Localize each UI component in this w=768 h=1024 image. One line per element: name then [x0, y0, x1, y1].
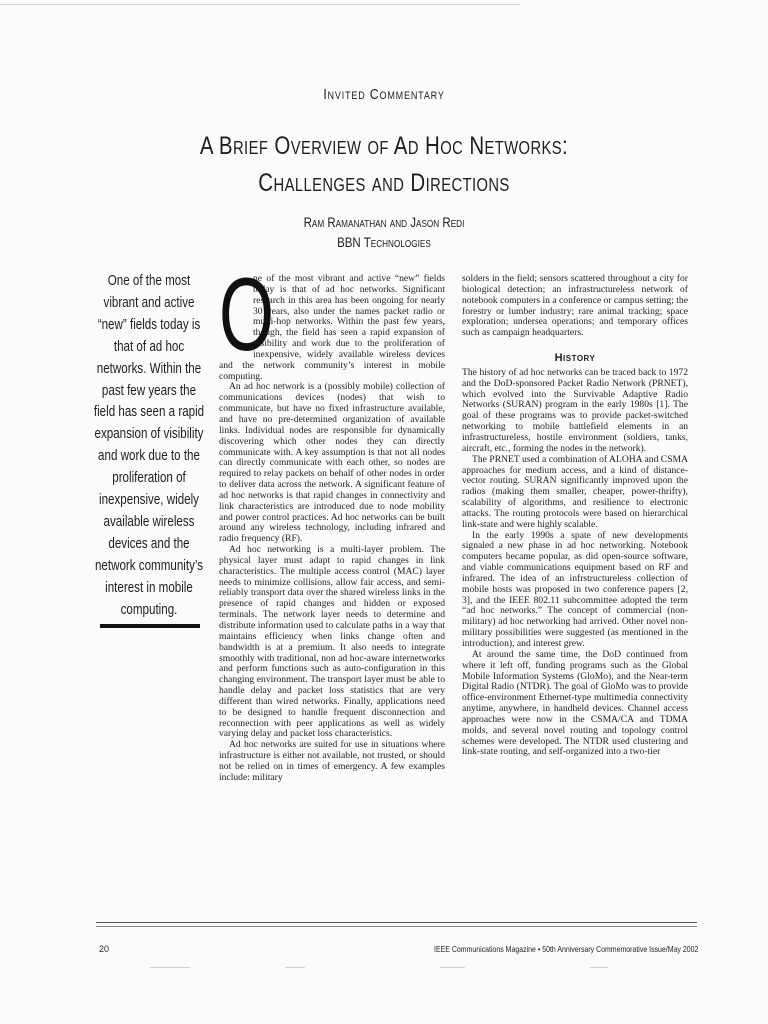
paragraph: The PRNET used a combination of ALOHA and CSMA approaches for medium access, and a kind of distance-vector routing. SURAN significantly improved upon the radios (making them smaller, cheaper, power-thrifty), scalability of algorithms, and resilience to electronic attacks. The routing protocols were based on hierarchical link-state and were highly scalable.	[462, 453, 688, 530]
footer-rule-top	[96, 922, 697, 923]
paragraph-text: ne of the most vibrant and active “new” fields today is that of ad hoc networks. Significant research in this area has been ongoing for nearly 30 years, also under the names packet radio or multi-hop networks. Within the past few years, though, the field has seen a rapid expansion of visibility and work due to the proliferation of inexpensive, widely available wireless devices and the network community’s interest in mobile computing.	[219, 273, 445, 382]
pull-quote-rule	[100, 624, 200, 628]
scan-artifact	[590, 967, 608, 968]
paragraph	[219, 257, 445, 382]
title-line-1: A Brief Overview of Ad Hoc Networks:	[199, 132, 569, 160]
paragraph: An ad hoc network is a (possibly mobile) collection of communications devices (nodes) that wish to communicate, but have no fixed infrastructure available, and have no pre-determined organization of available links. Individual nodes are responsible for dynamically discovering which other nodes they can directly communicate with. A key assumption is that not all nodes can directly communicate with each other, so nodes are required to relay packets on behalf of other nodes in order to deliver data across the network. A significant feature of ad hoc networks is that rapid changes in connectivity and link characteristics are introduced due to node mobility and power control practices. Ad hoc networks can be built around any wireless technology, including infrared and radio frequency (RF).	[219, 381, 445, 545]
article-title	[69, 128, 699, 202]
scan-artifact	[150, 967, 190, 968]
paragraph: In the early 1990s a spate of new developments signaled a new phase in ad hoc networking. Notebook computers became popular, as did open-source software, and viable communications equipment based on RF and infrared. The idea of an infrstructureless collection of mobile hosts was proposed in two conference papers [2, 3], and the IEEE 802.11 subcommittee adopted the term “ad hoc networks.” The concept of commercial (non-military) ad hoc networking had arrived. Other novel non-military possibilities were suggested (as mentioned in the introduction), and interest grew.	[462, 529, 688, 649]
author-block	[69, 212, 699, 252]
page-number: 20	[99, 944, 110, 954]
paragraph: Ad hoc networks are suited for use in situations where infrastructure is either not available, not trusted, or should not be relied on in times of emergency. A few examples include: military	[219, 739, 445, 783]
body-column-1	[219, 257, 445, 784]
pull-quote	[92, 271, 206, 622]
drop-cap: O	[219, 257, 275, 373]
paragraph: solders in the field; sensors scattered throughout a city for biological detection; an infrastructureless network of notebook computers in a conference or campus setting; the forestry or lumber industry; rare animal tracking; space exploration; undersea operations; and temporary offices such as campaign headquarters.	[462, 273, 688, 339]
scan-artifact	[285, 967, 305, 968]
paragraph: At around the same time, the DoD continued from where it left off, funding programs such as the Global Mobile Information Systems (GloMo), and the Near-term Digital Radio (NTDR). The goal of GloMo was to provide office-environment Ethernet-type multimedia connectivity anytime, anywhere, in handheld devices. Channel access approaches were now in the CSMA/CA and TDMA molds, and several novel routing and topology control schemes were developed. The NTDR used clustering and link-state routing, and self-organized into a two-tier	[462, 648, 688, 758]
scan-artifact	[440, 967, 465, 968]
history-heading: History	[554, 352, 596, 365]
section-tag: Invited Commentary	[323, 86, 445, 103]
journal-footer: IEEE Communications Magazine • 50th Anniversary Commemorative Issue/May 2002	[433, 944, 698, 954]
paragraph: The history of ad hoc networks can be traced back to 1972 and the DoD-sponsored Packet Radio Network (PRNET), which evolved into the Survivable Adaptive Radio Networks (SURAN) program in the early 1980s [1]. The goal of these programs was to provide packet-switched networking to mobile battlefield elements in an infrastructureless, hostile environment (soldiers, tanks, aircraft, etc., forming the nodes in the network).	[462, 366, 688, 454]
pull-quote-text: One of the most vibrant and active “new” fields today is that of ad hoc networks. Within the past few years the field has seen a rapid expansion of visibility and work due to the proliferation of inexpensive, widely available wireless devices and the network community’s interest in mobile computing.	[93, 273, 205, 618]
body-column-2	[462, 274, 688, 758]
footer-rule-bottom	[96, 926, 697, 927]
paragraph: Ad hoc networking is a multi-layer problem. The physical layer must adapt to rapid changes in link characteristics. The multiple access control (MAC) layer needs to minimize collisions, allow fair access, and semi-reliably transport data over the shared wireless links in the presence of rapid changes and hidden or exposed terminals. The network layer needs to determine and distribute information used to calculate paths in a way that maintains efficiency when links change often and bandwidth is at a premium. It also needs to integrate smoothly with traditional, non ad hoc-aware internetworks and perform functions such as auto-configuration in this changing environment. The transport layer must be able to handle delay and packet loss statistics that are very different than wired networks. Finally, applications need to be designed to handle frequent disconnection and reconnection with peer applications as well as widely varying delay and packet loss characteristics.	[219, 544, 445, 740]
title-line-2: Challenges and Directions	[258, 169, 510, 197]
affiliation: BBN Technologies	[337, 234, 431, 250]
authors: Ram Ramanathan and Jason Redi	[303, 214, 465, 230]
top-scan-line	[0, 4, 520, 5]
